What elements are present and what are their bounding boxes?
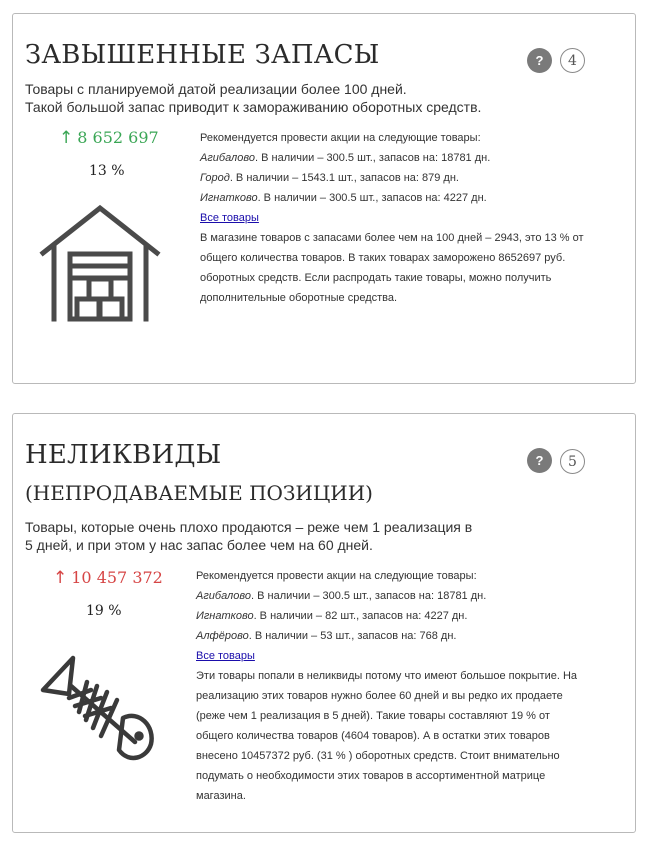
recommend-text: Рекомендуется провести акции на следующие товары:: [200, 132, 481, 144]
summary-line: (реже чем 1 реализация в 5 дней). Такие товары составляют 19 % от: [196, 710, 550, 722]
section-title: ЗАВЫШЕННЫЕ ЗАПАСЫ: [25, 40, 380, 70]
section-title: НЕЛИКВИДЫ: [25, 440, 222, 470]
arrow-up-icon: ↑: [59, 128, 74, 148]
summary-line: общего количества товаров. В таких товарах заморожено 8652697 руб.: [200, 252, 566, 264]
summary-line: оборотных средств. Если распродать такие товары, можно получить: [200, 272, 552, 284]
summary-line: подумать о необходимости этих товаров в ассортиментной матрице: [196, 770, 546, 782]
details-block: [196, 566, 606, 806]
summary-line: общего количества товаров (4604 товаров). А в остатки этих товаров: [196, 730, 550, 742]
section-description: [25, 518, 472, 554]
summary-line: магазина.: [196, 790, 246, 802]
summary-line: реализацию этих товаров нужно более 60 дней и вы редко их продаете: [196, 690, 563, 702]
store-name: Игнатково: [200, 192, 258, 204]
item-info: . В наличии – 300.5 шт., запасов на: 18781 дн.: [255, 152, 491, 164]
recommend-text: Рекомендуется провести акции на следующие товары:: [196, 570, 477, 582]
metric-value: 8 652 697: [77, 128, 159, 147]
percent-value: 19 %: [86, 603, 122, 619]
description-line: Товары, которые очень плохо продаются – реже чем 1 реализация в: [25, 519, 473, 535]
metric-value: 10 457 372: [71, 568, 163, 587]
summary-line: В магазине товаров с запасами более чем на 100 дней – 2943, это 13 % от: [200, 232, 584, 244]
fish-bone-icon: [39, 646, 159, 766]
frozen-amount-metric: [59, 128, 159, 148]
count-badge: 5: [560, 449, 585, 474]
item-info: . В наличии – 53 шт., запасов на: 768 дн.: [248, 630, 457, 642]
all-products-link[interactable]: Все товары: [200, 212, 259, 224]
item-info: . В наличии – 300.5 шт., запасов на: 18781 дн.: [251, 590, 487, 602]
warehouse-icon: [39, 204, 161, 322]
illiquid-card: [12, 413, 636, 833]
all-products-link[interactable]: Все товары: [196, 650, 255, 662]
item-info: . В наличии – 1543.1 шт., запасов на: 879 дн.: [229, 172, 459, 184]
item-info: . В наличии – 300.5 шт., запасов на: 4227 дн.: [257, 192, 487, 204]
list-item: [200, 168, 610, 188]
description-line: Такой большой запас приводит к замораживанию оборотных средств.: [25, 99, 482, 115]
details-block: [200, 128, 610, 308]
store-name: Агибалово: [196, 590, 251, 602]
description-line: Товары с планируемой датой реализации более 100 дней.: [25, 81, 407, 97]
list-item: [200, 188, 610, 208]
list-item: [196, 626, 606, 646]
help-button[interactable]: ?: [527, 448, 552, 473]
store-name: Алфёрово: [196, 630, 249, 642]
overstock-card: [12, 13, 636, 384]
store-name: Город: [200, 172, 230, 184]
section-description: [25, 80, 481, 116]
item-info: . В наличии – 82 шт., запасов на: 4227 дн.: [253, 610, 468, 622]
summary-line: Эти товары попали в неликвиды потому что имеют большое покрытие. На: [196, 670, 578, 682]
summary-line: внесено 10457372 руб. (31 % ) оборотных средств. Стоит внимательно: [196, 750, 560, 762]
arrow-up-icon: ↑: [53, 568, 68, 588]
list-item: [196, 606, 606, 626]
count-badge: 4: [560, 48, 585, 73]
description-line: 5 дней, и при этом у нас запас более чем на 60 дней.: [25, 537, 373, 553]
percent-value: 13 %: [89, 163, 125, 179]
frozen-amount-metric: [53, 568, 163, 588]
section-subtitle: (НЕПРОДАВАЕМЫЕ ПОЗИЦИИ): [25, 481, 373, 505]
store-name: Агибалово: [200, 152, 255, 164]
help-button[interactable]: ?: [527, 48, 552, 73]
store-name: Игнатково: [196, 610, 254, 622]
list-item: [200, 148, 610, 168]
list-item: [196, 586, 606, 606]
summary-line: дополнительные оборотные средства.: [200, 292, 398, 304]
